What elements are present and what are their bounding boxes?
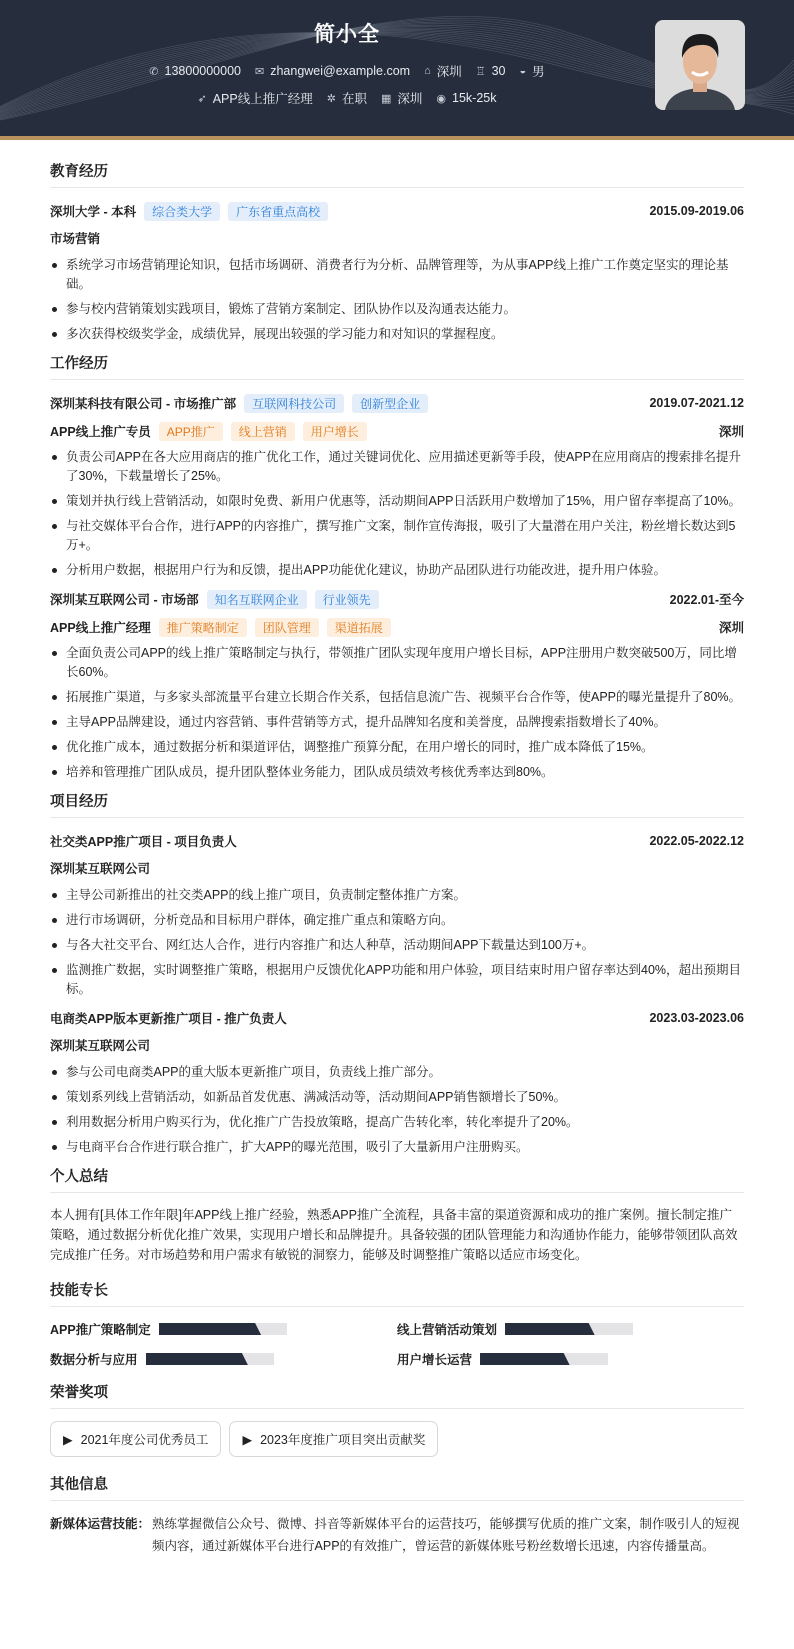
salary-icon: ◉ <box>436 92 446 105</box>
award-item <box>50 1421 221 1457</box>
list-item: 多次获得校级奖学金，成绩优异，展现出较强的学习能力和对知识的掌握程度。 <box>50 325 744 344</box>
role: APP线上推广经理 <box>50 621 151 635</box>
list-item: 主导公司新推出的社交类APP的线上推广项目，负责制定整体推广方案。 <box>50 886 744 905</box>
triangle-icon: ▶ <box>242 1432 253 1447</box>
list-item: 分析用户数据，根据用户行为和反馈，提出APP功能优化建议，协助产品团队进行功能改进，提升用户体验。 <box>50 561 744 580</box>
project-company: 深圳某互联网公司 <box>50 1039 151 1053</box>
list-item: 策划并执行线上营销活动，如限时免费、新用户优惠等，活动期间APP日活跃用户数增加了15%，用户留存率提高了10%。 <box>50 492 744 511</box>
role-header <box>50 420 744 442</box>
skill-bar <box>146 1353 274 1365</box>
tag: 推广策略制定 <box>159 618 247 637</box>
tag: 用户增长 <box>303 422 367 441</box>
project-header <box>50 1007 744 1029</box>
item-header <box>50 392 744 414</box>
other-key: 新媒体运营技能： <box>50 1517 151 1531</box>
summary-section <box>50 1165 744 1265</box>
mail-icon: ✉ <box>255 65 265 78</box>
list-item: 参与公司电商类APP的重大版本更新推广项目，负责线上推广部分。 <box>50 1063 744 1082</box>
skill-name: 线上营销活动策划 <box>397 1323 498 1337</box>
school: 深圳大学 - 本科 <box>50 205 137 219</box>
tag: 行业领先 <box>315 590 379 609</box>
item-left <box>50 394 428 413</box>
tag: 互联网科技公司 <box>244 394 344 413</box>
position: APP线上推广经理 <box>212 92 313 106</box>
summary-text: 本人拥有[具体工作年限]年APP线上推广经验，熟悉APP推广全流程，具备丰富的渠道资源和成功的推广案例。擅长制定推广策略，通过数据分析优化推广效果，实现用户增长和品牌提升。具备较强的团队管理能力和沟通协作能力，能够带领团队高效完成推广任务。对市场趋势和用户需求有敏锐的洞察力，能够及时调整推广策略以适应市场变化。 <box>50 1208 738 1262</box>
list-item: 利用数据分析用户购买行为，优化推广广告投放策略，提高广告转化率，转化率提升了20%。 <box>50 1113 744 1132</box>
tag: 创新型企业 <box>352 394 428 413</box>
bullet-list <box>50 886 744 999</box>
skill-item <box>397 1349 744 1369</box>
other-section <box>50 1473 744 1557</box>
item-left <box>50 590 379 609</box>
building-icon: ▦ <box>380 92 392 105</box>
date: 2019.07-2021.12 <box>649 396 744 410</box>
skill-item <box>397 1319 744 1339</box>
skill-item <box>50 1319 397 1339</box>
bullet-list <box>50 1063 744 1157</box>
tag: 知名互联网企业 <box>207 590 307 609</box>
list-item: 优化推广成本，通过数据分析和渠道评估，调整推广预算分配，在用户增长的同时，推广成本降低了15%。 <box>50 738 744 757</box>
skills-section <box>50 1279 744 1369</box>
list-item: 系统学习市场营销理论知识，包括市场调研、消费者行为分析、品牌管理等，为从事APP线上推广工作奠定坚实的理论基础。 <box>50 256 744 294</box>
list-item: 主导APP品牌建设，通过内容营销、事件营销等方式，提升品牌知名度和美誉度，品牌搜索指数增长了40%。 <box>50 713 744 732</box>
skill-bar-fill <box>146 1353 248 1365</box>
date: 2022.01-至今 <box>669 593 744 607</box>
award-item <box>229 1421 438 1457</box>
project-header <box>50 830 744 852</box>
skill-bar-fill <box>480 1353 570 1365</box>
status-icon: ✲ <box>326 92 336 105</box>
tag: 综合类大学 <box>144 202 220 221</box>
other-value: 熟练掌握微信公众号、微博、抖音等新媒体平台的运营技巧，能够撰写优质的推广文案，制作吸引人的短视频内容，通过新媒体平台进行APP的有效推广，曾运营的新媒体账号粉丝数增长迅速，内容传播量高。 <box>152 1517 740 1553</box>
project-company: 深圳某互联网公司 <box>50 862 151 876</box>
work-city: 深圳 <box>718 425 744 439</box>
list-item: 培养和管理推广团队成员，提升团队整体业务能力，团队成员绩效考核优秀率达到80%。 <box>50 763 744 782</box>
triangle-icon: ▶ <box>63 1432 73 1447</box>
skill-bar-fill <box>159 1323 261 1335</box>
work-section <box>50 352 744 782</box>
list-item: 与各大社交平台、网红达人合作，进行内容推广和达人种草，活动期间APP下载量达到100万+。 <box>50 936 744 955</box>
date: 2022.05-2022.12 <box>649 834 744 848</box>
tag: 线上营销 <box>231 422 295 441</box>
section-title: 个人总结 <box>50 1165 744 1193</box>
cake-icon: ♖ <box>475 65 486 78</box>
item-header <box>50 588 744 610</box>
list-item: 参与校内营销策划实践项目，锻炼了营销方案制定、团队协作以及沟通表达能力。 <box>50 300 744 319</box>
project-name: 社交类APP推广项目 - 项目负责人 <box>50 835 237 849</box>
section-title: 其他信息 <box>50 1473 744 1501</box>
award-label: 2023年度推广项目突出贡献奖 <box>260 1433 426 1447</box>
work-city: 深圳 <box>718 621 744 635</box>
tag: 广东省重点高校 <box>228 202 328 221</box>
list-item: 策划系列线上营销活动，如新品首发优惠、满减活动等，活动期间APP销售额增长了50%。 <box>50 1088 744 1107</box>
skill-bar <box>505 1323 633 1335</box>
role-left <box>50 618 391 637</box>
candidate-name: 简小全 <box>314 23 380 46</box>
salary: 15k-25k <box>452 91 497 105</box>
company: 深圳某科技有限公司 - 市场推广部 <box>50 397 237 411</box>
company: 深圳某互联网公司 - 市场部 <box>50 593 199 607</box>
section-title: 技能专长 <box>50 1279 744 1307</box>
bullet-list <box>50 448 744 580</box>
section-title: 荣誉奖项 <box>50 1381 744 1409</box>
location: 深圳 <box>436 65 462 79</box>
list-item: 全面负责公司APP的线上推广策略制定与执行，带领推广团队实现年度用户增长目标，APP注册用户数突破500万，同比增长60%。 <box>50 644 744 682</box>
list-item: 负责公司APP在各大应用商店的推广优化工作，通过关键词优化、应用描述更新等手段，使APP在应用商店的搜索排名提升了30%，下载量增长了25%。 <box>50 448 744 486</box>
email: zhangwei@example.com <box>270 64 411 78</box>
gender-icon: ◒ <box>519 65 527 77</box>
list-item: 拓展推广渠道，与多家头部流量平台建立长期合作关系，包括信息流广告、视频平台合作等，使APP的曝光量提升了80%。 <box>50 688 744 707</box>
education-section <box>50 160 744 344</box>
skill-name: 用户增长运营 <box>397 1353 473 1367</box>
skill-name: 数据分析与应用 <box>50 1353 138 1367</box>
city: 深圳 <box>397 92 423 106</box>
list-item: 监测推广数据，实时调整推广策略，根据用户反馈优化APP功能和用户体验，项目结束时用户留存率达到40%，超出预期目标。 <box>50 961 744 999</box>
project-name: 电商类APP版本更新推广项目 - 推广负责人 <box>50 1012 287 1026</box>
tag: 团队管理 <box>255 618 319 637</box>
status: 在职 <box>341 92 367 106</box>
skill-name: APP推广策略制定 <box>50 1323 151 1337</box>
resume-header <box>0 0 794 140</box>
list-item: 与电商平台合作进行联合推广，扩大APP的曝光范围，吸引了大量新用户注册购买。 <box>50 1138 744 1157</box>
section-title: 教育经历 <box>50 160 744 188</box>
avatar <box>655 20 745 110</box>
age: 30 <box>491 64 506 78</box>
skill-bar <box>480 1353 608 1365</box>
skill-bar-fill <box>505 1323 595 1335</box>
phone-icon: ✆ <box>149 65 159 78</box>
list-item: 进行市场调研，分析竞品和目标用户群体，确定推广重点和策略方向。 <box>50 911 744 930</box>
major: 市场营销 <box>50 232 101 246</box>
phone: 13800000000 <box>164 64 241 78</box>
date: 2023.03-2023.06 <box>649 1011 744 1025</box>
home-icon: ⌂ <box>424 65 431 77</box>
date: 2015.09-2019.06 <box>649 204 744 218</box>
role-left <box>50 422 367 441</box>
role: APP线上推广专员 <box>50 425 151 439</box>
section-title: 项目经历 <box>50 790 744 818</box>
bullet-list <box>50 644 744 782</box>
list-item: 与社交媒体平台合作，进行APP的内容推广，撰写推广文案，制作宣传海报，吸引了大量潜在用户关注，粉丝增长数达到5万+。 <box>50 517 744 555</box>
award-label: 2021年度公司优秀员工 <box>80 1433 209 1447</box>
skill-bar <box>159 1323 287 1335</box>
skill-item <box>50 1349 397 1369</box>
tag: 渠道拓展 <box>327 618 391 637</box>
gender: 男 <box>532 65 545 79</box>
send-icon: ➶ <box>197 92 207 105</box>
projects-section <box>50 790 744 1157</box>
awards-section <box>50 1381 744 1457</box>
section-title: 工作经历 <box>50 352 744 380</box>
role-header <box>50 616 744 638</box>
tag: APP推广 <box>159 422 223 441</box>
